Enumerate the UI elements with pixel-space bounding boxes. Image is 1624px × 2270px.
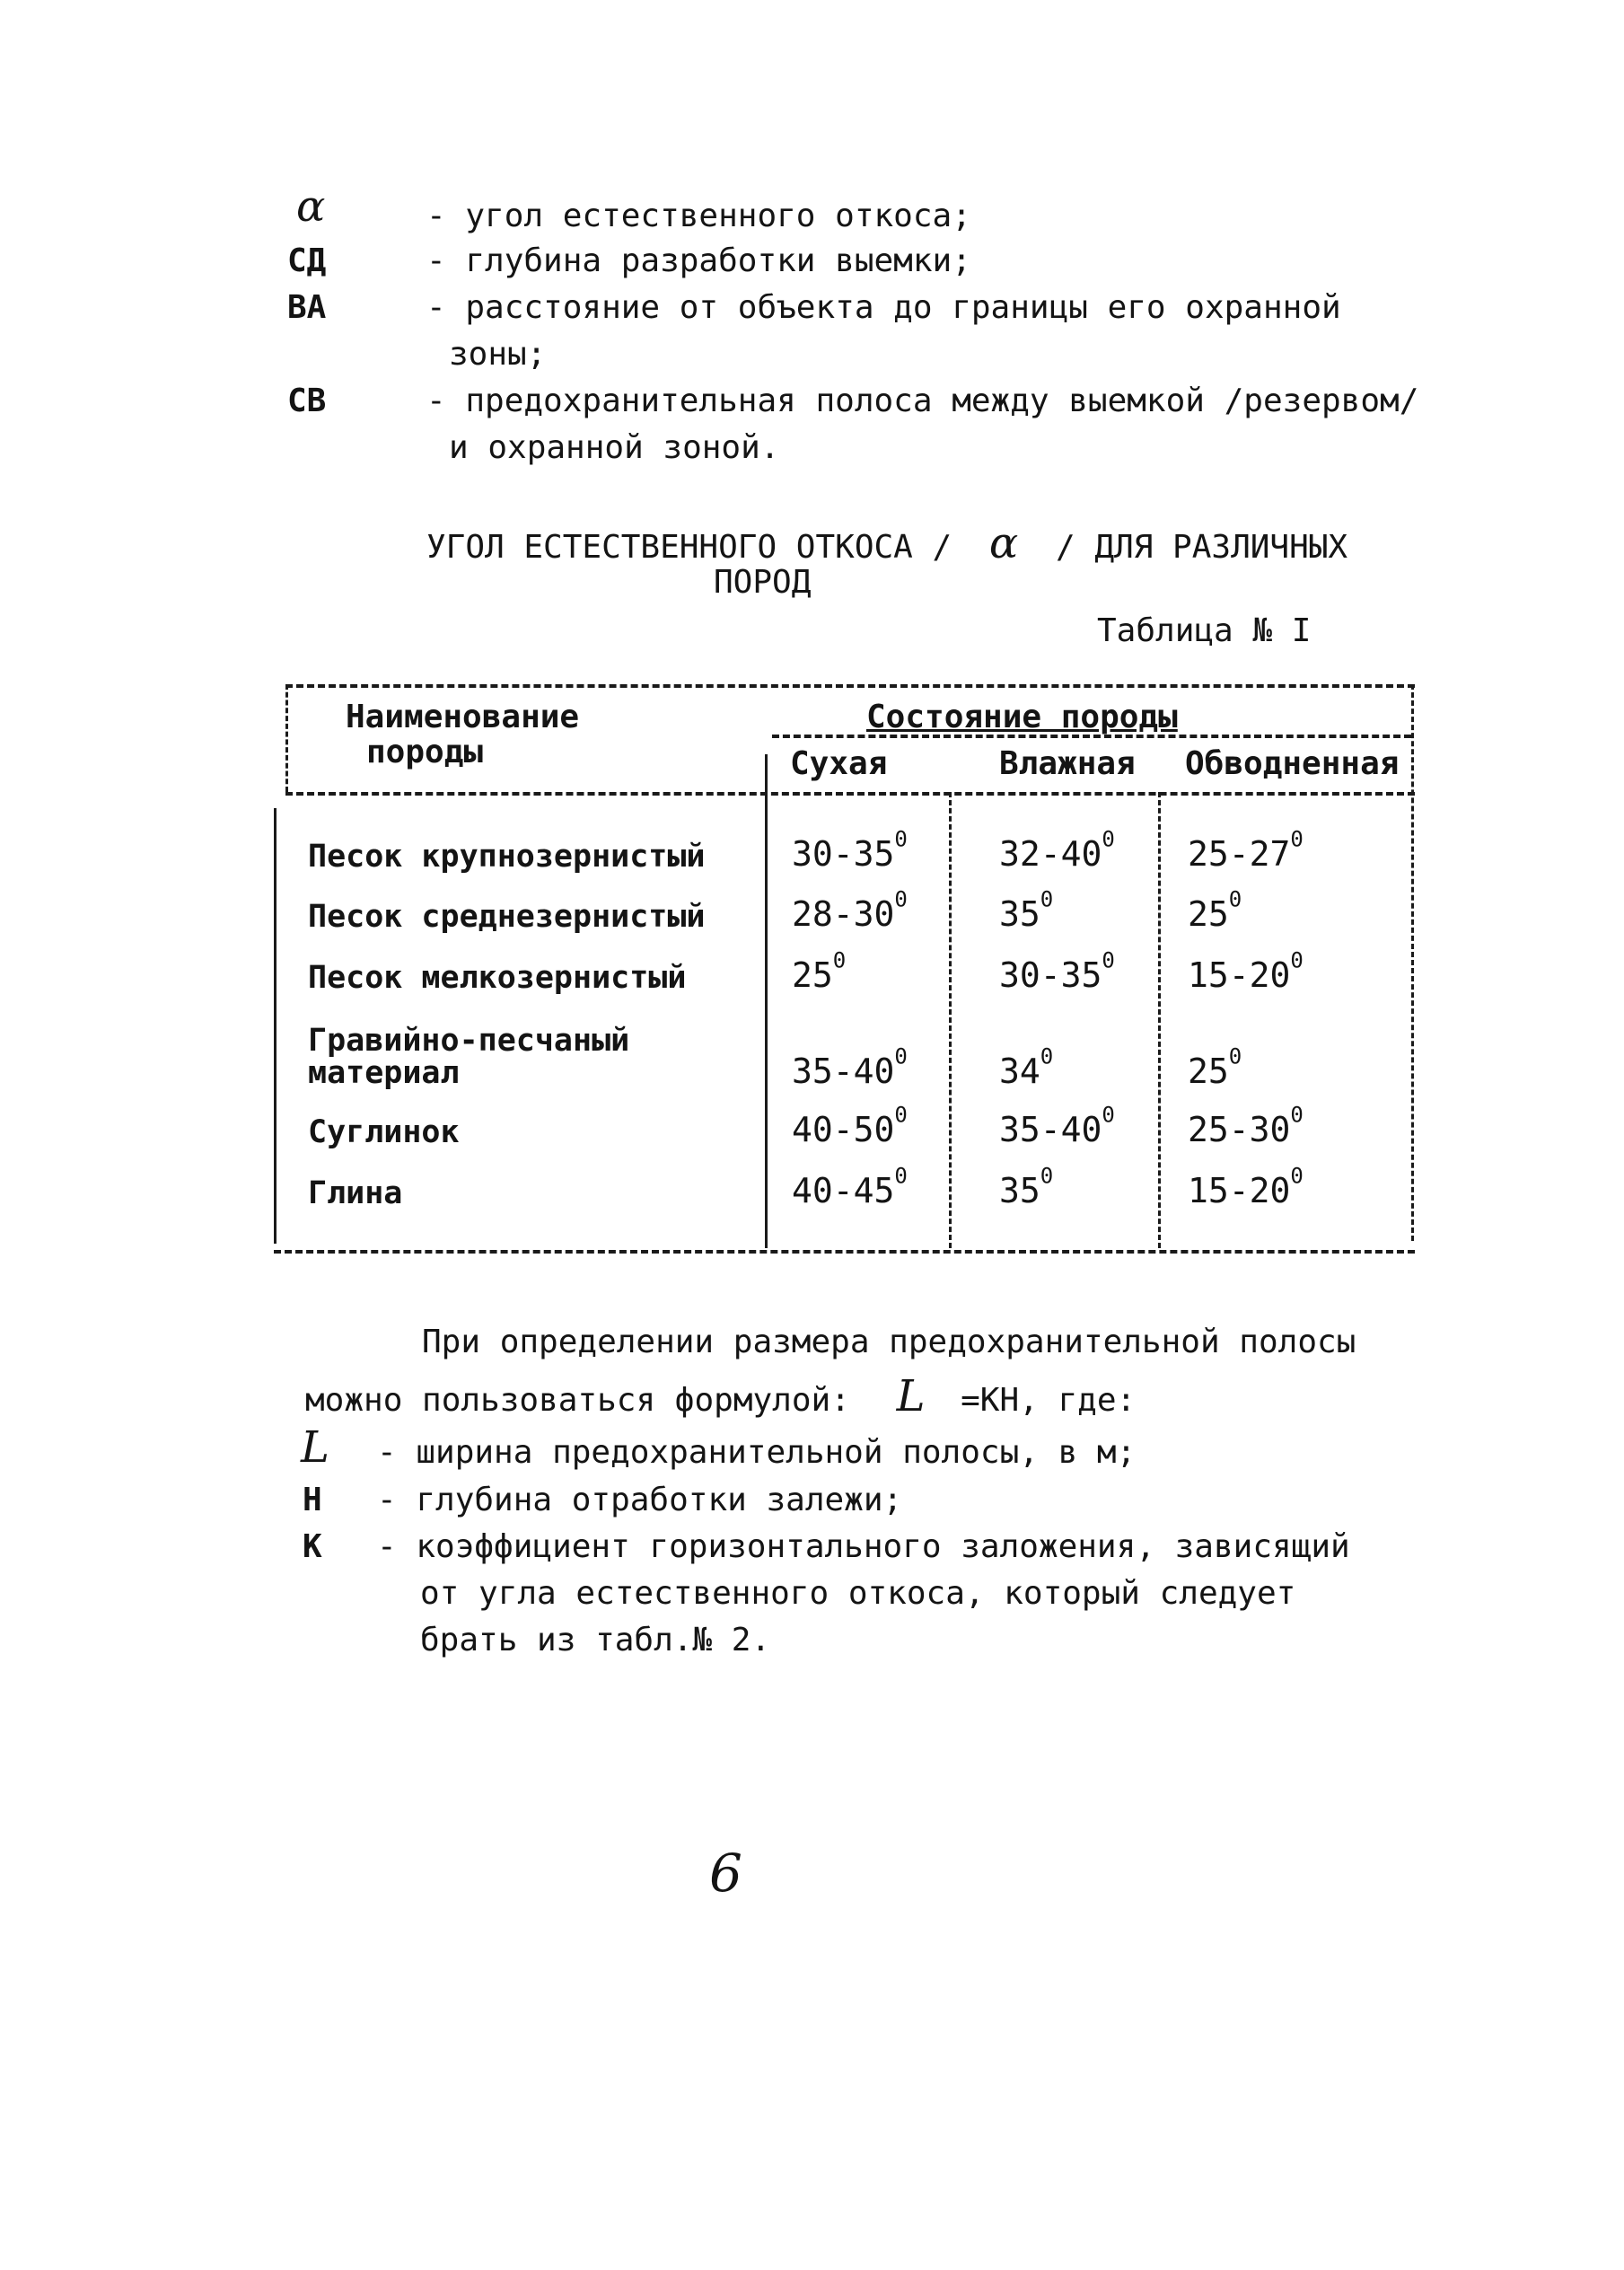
legend-text-va: - расстояние от объекта до границы его охранной bbox=[426, 289, 1341, 326]
def-symbol-L: L bbox=[301, 1422, 329, 1473]
row-6-wet: $35^0$ bbox=[999, 1163, 1054, 1210]
legend-text-sv-cont: и охранной зоной. bbox=[449, 429, 780, 466]
def-symbol-H: Н bbox=[303, 1482, 322, 1518]
table-label: Таблица № I bbox=[1097, 612, 1312, 649]
page-number: 6 bbox=[709, 1843, 742, 1904]
legend-symbol-alpha: α bbox=[296, 181, 326, 232]
formula-text-a: можно пользоваться формулой: bbox=[305, 1382, 850, 1419]
formula-text-b: =КН, где: bbox=[961, 1382, 1137, 1419]
row-1-flooded: $25-27^0$ bbox=[1188, 826, 1304, 874]
def-text-K-cont-2: брать из табл.№ 2. bbox=[420, 1622, 771, 1659]
row-5-flooded: $25-30^0$ bbox=[1188, 1102, 1304, 1149]
header-group: Состояние породы bbox=[866, 699, 1178, 735]
table-top-border bbox=[285, 684, 1415, 688]
row-4-dry: $35-40^0$ bbox=[792, 1043, 908, 1091]
table-bottom-border bbox=[274, 1250, 1415, 1254]
column-divider-1 bbox=[765, 754, 768, 1248]
table-left-border bbox=[274, 808, 277, 1244]
legend-symbol-va: ВА bbox=[287, 289, 327, 326]
row-2-flooded: $25^0$ bbox=[1188, 886, 1242, 934]
formula-line-2 bbox=[305, 1369, 1136, 1423]
row-4-flooded: $25^0$ bbox=[1188, 1043, 1242, 1091]
row-6-flooded: $15-20^0$ bbox=[1188, 1163, 1304, 1210]
header-bottom-border bbox=[285, 792, 1415, 796]
row-2-wet: $35^0$ bbox=[999, 886, 1054, 934]
formula-L-symbol: L bbox=[896, 1371, 926, 1421]
row-1-dry: $30-35^0$ bbox=[792, 826, 908, 874]
legend-text-va-cont: зоны; bbox=[449, 336, 547, 373]
row-2-name: Песок среднезернистый bbox=[308, 899, 706, 935]
column-header-dry: Сухая bbox=[790, 745, 888, 782]
row-3-flooded: $15-20^0$ bbox=[1188, 947, 1304, 995]
column-header-wet: Влажная bbox=[999, 745, 1136, 782]
row-5-wet: $35-40^0$ bbox=[999, 1102, 1115, 1149]
row-1-name: Песок крупнозернистый bbox=[308, 839, 706, 875]
def-text-L: - ширина предохранительной полосы, в м; bbox=[377, 1434, 1137, 1471]
table-right-border bbox=[1411, 684, 1414, 1241]
row-3-name: Песок мелкозернистый bbox=[308, 960, 687, 996]
legend-text-alpha: - угол естественного откоса; bbox=[426, 198, 971, 234]
def-symbol-K: К bbox=[303, 1528, 322, 1565]
column-header-flooded: Обводненная bbox=[1185, 745, 1400, 782]
legend-text-sv: - предохранительная полоса между выемкой /резервом/ bbox=[426, 383, 1419, 419]
def-text-H: - глубина отработки залежи; bbox=[377, 1482, 903, 1518]
row-3-wet: $30-35^0$ bbox=[999, 947, 1115, 995]
table-title-line2: ПОРОД bbox=[714, 564, 812, 601]
header-name-2: породы bbox=[366, 734, 484, 770]
title-part-b: / ДЛЯ РАЗЛИЧНЫХ bbox=[1056, 529, 1348, 566]
column-divider-2 bbox=[949, 792, 952, 1248]
row-1-wet: $32-40^0$ bbox=[999, 826, 1115, 874]
row-6-dry: $40-45^0$ bbox=[792, 1163, 908, 1210]
table-left-border-top bbox=[285, 684, 288, 792]
table-title-line1 bbox=[426, 516, 1347, 570]
row-5-dry: $40-50^0$ bbox=[792, 1102, 908, 1149]
row-3-dry: $25^0$ bbox=[792, 947, 847, 995]
header-name: Наименование bbox=[346, 699, 580, 735]
row-6-name: Глина bbox=[308, 1175, 403, 1211]
row-4-name: Гравийно-песчаный bbox=[308, 1023, 630, 1059]
title-alpha-symbol: α bbox=[988, 518, 1019, 568]
row-4-wet: $34^0$ bbox=[999, 1043, 1054, 1091]
column-divider-3 bbox=[1158, 792, 1161, 1248]
title-part-a: УГОЛ ЕСТЕСТВЕННОГО ОТКОСА / bbox=[426, 529, 952, 566]
row-2-dry: $28-30^0$ bbox=[792, 886, 908, 934]
row-4-name-2: материал bbox=[308, 1055, 460, 1091]
def-text-K-cont-1: от угла естественного откоса, который следует bbox=[420, 1575, 1296, 1612]
legend-symbol-sd: СД bbox=[287, 242, 327, 279]
legend-symbol-sv: СВ bbox=[287, 383, 327, 419]
row-5-name: Суглинок bbox=[308, 1114, 460, 1150]
legend-text-sd: - глубина разработки выемки; bbox=[426, 242, 971, 279]
formula-line-1: При определении размера предохранительной полосы bbox=[422, 1324, 1356, 1360]
def-text-K: - коэффициент горизонтального заложения, зависящий bbox=[377, 1528, 1350, 1565]
